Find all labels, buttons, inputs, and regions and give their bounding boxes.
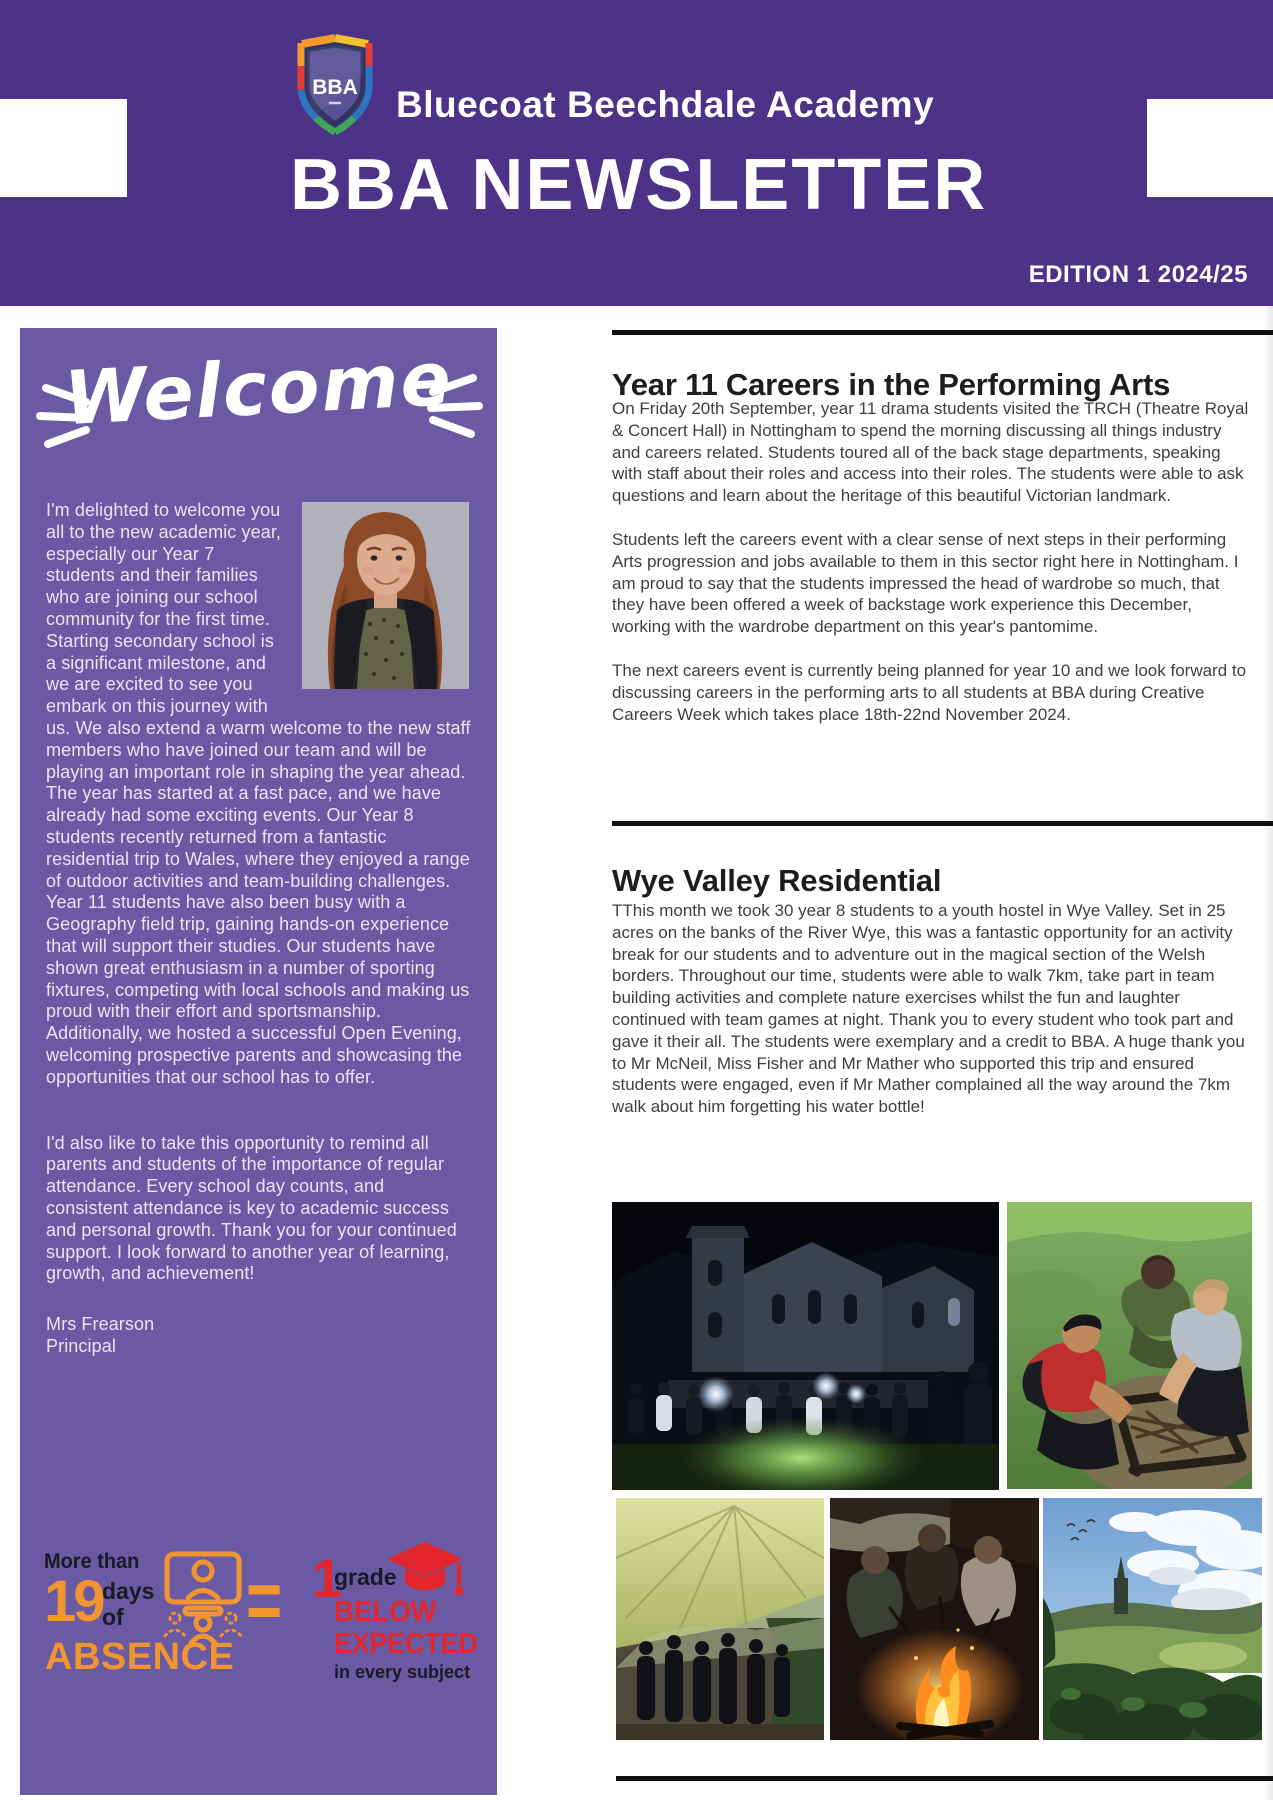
welcome-message [46,500,471,1357]
photo-students-fire-building [1007,1202,1252,1489]
header [0,0,1273,306]
signature-role: Principal [46,1336,116,1357]
section-divider-3 [616,1776,1273,1781]
principal-photo [302,502,469,689]
article-1-body [612,398,1254,747]
welcome-heading: Welcome [62,335,455,443]
bba-shield-logo-icon [288,34,382,140]
remote-learning-icon [160,1550,246,1644]
newsletter-title: BBA NEWSLETTER [290,145,988,225]
school-name: Bluecoat Beechdale Academy [396,84,935,125]
infographic-below-label: BELOW [334,1596,437,1628]
attendance-infographic [38,1548,483,1718]
section-divider-2 [612,821,1273,826]
article-1-title: Year 11 Careers in the Performing Arts [612,366,1171,402]
article-1-paragraph-3: The next careers event is currently being planned for year 10 and we look forward to discussing careers in the performing arts to all students at BBA during Creative Careers Week which takes place 18th-22nd November 2024. [612,660,1247,724]
equals-sign: = [246,1554,283,1649]
section-divider-1 [612,330,1273,335]
article-2-body [612,900,1254,1140]
infographic-subject-label: in every subject [334,1662,471,1682]
header-white-notch-left [0,99,127,197]
photo-night-church-torch-walk [612,1202,999,1490]
photo-wye-valley-landscape [1043,1498,1262,1740]
infographic-days-value: 19 [44,1569,103,1634]
logo-text: BBA [312,76,358,99]
infographic-absence-label: ABSENCE [45,1636,235,1678]
photo-campfire-evening [830,1498,1039,1740]
signature [46,1313,471,1357]
header-white-notch-right [1147,99,1273,197]
edition-label: EDITION 1 2024/25 [1028,261,1248,288]
welcome-sidebar [20,328,497,1795]
infographic-more-than: More than [44,1550,140,1573]
infographic-grade-label: grade [334,1564,397,1590]
infographic-days-label: days [102,1578,155,1604]
welcome-paragraph-2: I'd also like to take this opportunity to remind all parents and students of the importance of regular attendance. Every school day counts, and consistent attendance is key to academic success and personal growth. Thank you for your continued support. I look forward to another year of learning, growth, and achievement! [46,1132,457,1284]
welcome-rays-right-icon [425,368,483,440]
article-2-paragraph-1: TThis month we took 30 year 8 students to a youth hostel in Wye Valley. Set in 25 acres on the banks of the River Wye, this was a fantastic opportunity for an activity break for our students and to adventure out in the magical section of the Welsh borders. Throughout our time, students were able to walk 7km, take part in team building activities and complete nature exercises whilst the fun and laughter continued with team games at night. Thank you to every student who took part and gave it their all. The students were exemplary and a credit to BBA. A huge thank you to Mr McNeil, Miss Fisher and Mr Mather who supported this trip and ensured students were engaged, even if Mr Mather complained all the way around the 7km walk about him forgetting his water bottle! [612,901,1245,1117]
article-1-paragraph-2: Students left the careers event with a clear sense of next steps in their performing Arts progression and jobs available to them in this sector right here in Nottingham. I am proud to say that the students impressed the head of wardrobe so much, that they have been offered a week of backstage work experience this December, working with the wardrobe department on this year's pantomime. [612,529,1239,637]
photo-tarp-shelter-group [616,1498,824,1740]
infographic-grade-value: 1 [312,1549,343,1609]
article-1-paragraph-1: On Friday 20th September, year 11 drama students visited the TRCH (Theatre Royal & Concert Hall) in Nottingham to spend the morning discussing all things industry and careers related. Students toured all of the back stage departments, speaking with staff about their roles and access into their roles. The students were able to ask questions and learn about the heritage of this beautiful Victorian landmark. [612,399,1249,506]
article-2-title: Wye Valley Residential [612,862,942,898]
welcome-paragraph-1: I'm delighted to welcome you all to the new academic year, especially our Year 7 students and their families who are joining our school community for the first time. Starting secondary school is a significant milestone, and we are excited to see you embark on this journey with us. We also extend a warm welcome to the new staff members who have joined our team and will be playing an important role in shaping the year ahead. The year has started at a fast pace, and we have already had some exciting events. Our Year 8 students recently returned from a fantastic residential trip to Wales, where they enjoyed a range of outdoor activities and team-building challenges. Year 11 students have also been busy with a Geography field trip, gaining hands-on experience that will support their studies. Our students have shown great enthusiasm in a number of sporting fixtures, competing with local schools and making us proud with their effort and sportsmanship. Additionally, we hosted a successful Open Evening, welcoming prospective parents and showcasing the opportunities that our school has to offer. [46,500,471,1087]
signature-name: Mrs Frearson [46,1314,155,1335]
page-edge-shade [1264,306,1273,1800]
infographic-of-label: of [102,1604,124,1630]
welcome-heading-row [20,335,497,470]
infographic-expected-label: EXPECTED [334,1628,478,1660]
